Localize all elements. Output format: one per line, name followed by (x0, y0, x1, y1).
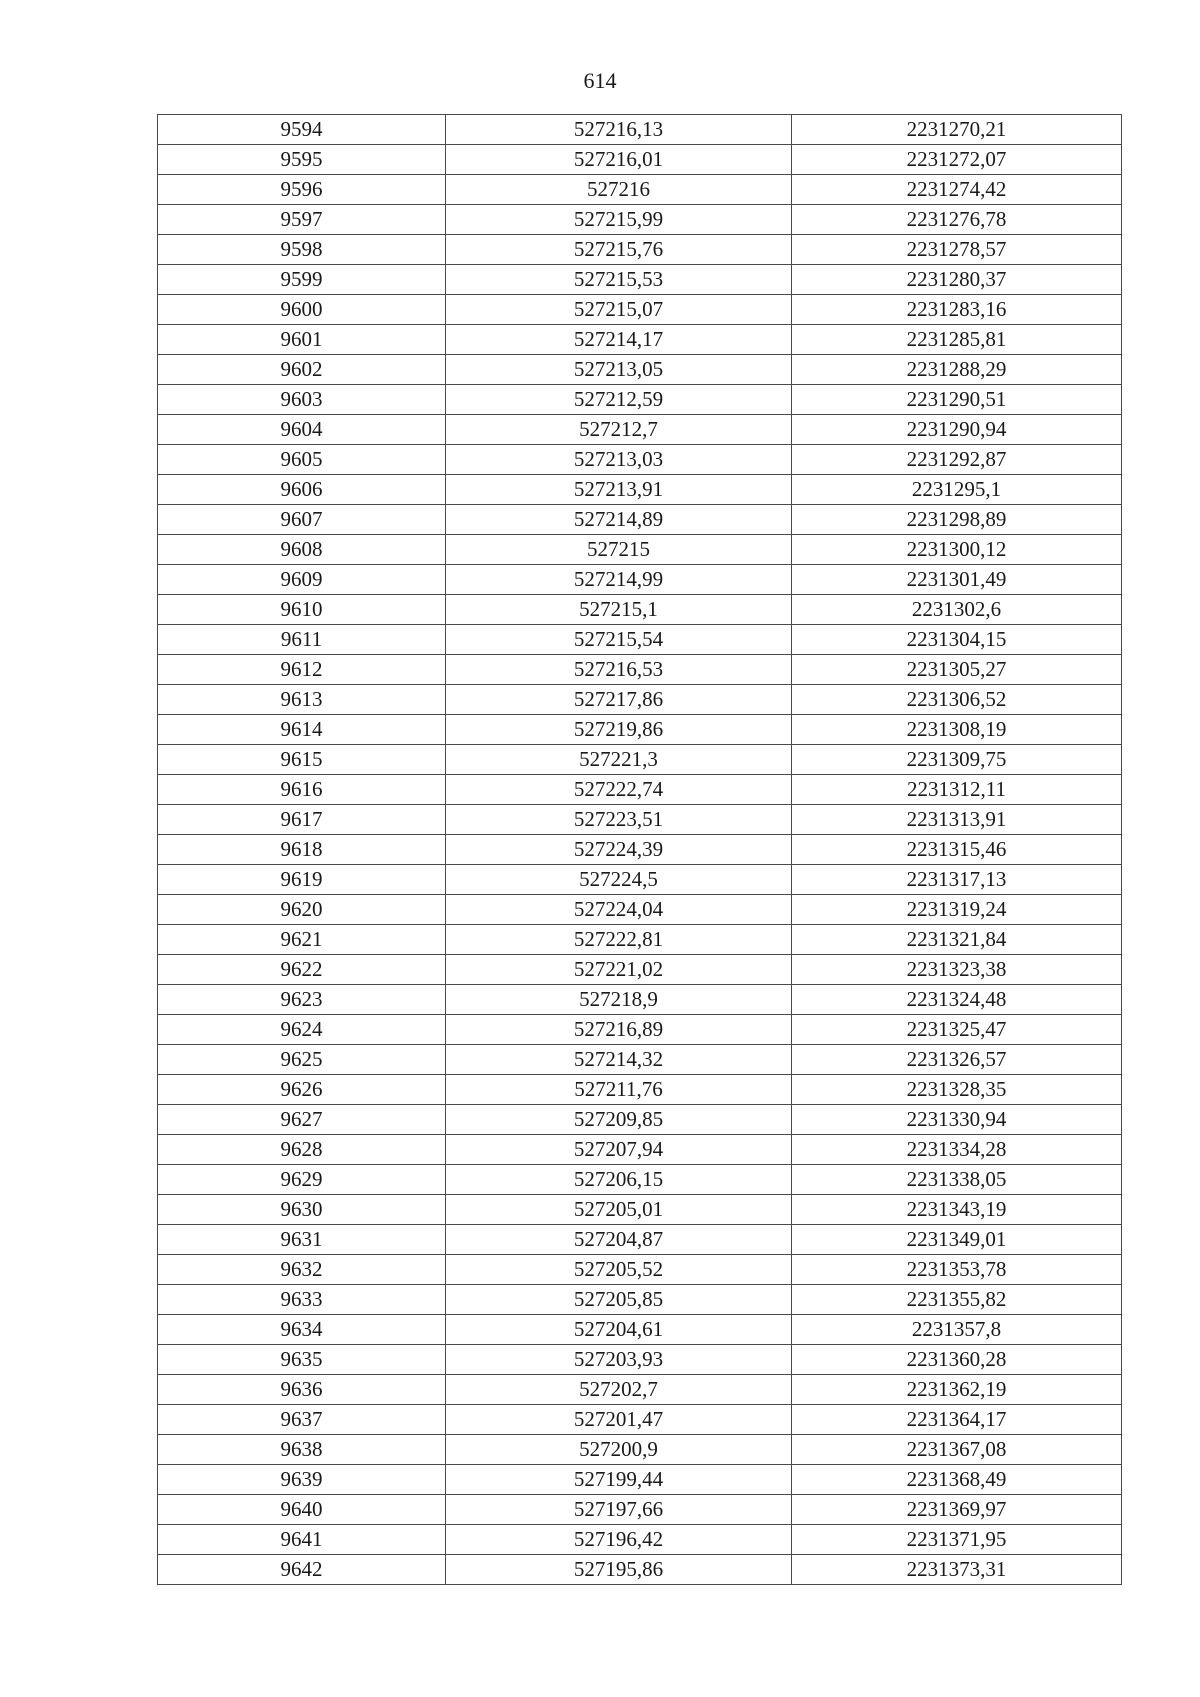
point-number-cell: 9620 (158, 895, 446, 925)
point-number-cell: 9597 (158, 205, 446, 235)
table-row (158, 955, 1122, 985)
table-row (158, 265, 1122, 295)
y-coordinate-cell: 2231349,01 (792, 1225, 1122, 1255)
y-coordinate-cell: 2231313,91 (792, 805, 1122, 835)
point-number-cell: 9605 (158, 445, 446, 475)
y-coordinate-cell: 2231355,82 (792, 1285, 1122, 1315)
y-coordinate-cell: 2231334,28 (792, 1135, 1122, 1165)
point-number-cell: 9610 (158, 595, 446, 625)
table-row (158, 415, 1122, 445)
y-coordinate-cell: 2231292,87 (792, 445, 1122, 475)
y-coordinate-cell: 2231308,19 (792, 715, 1122, 745)
point-number-cell: 9638 (158, 1435, 446, 1465)
point-number-cell: 9599 (158, 265, 446, 295)
point-number-cell: 9596 (158, 175, 446, 205)
table-row (158, 1135, 1122, 1165)
x-coordinate-cell: 527216,01 (446, 145, 792, 175)
x-coordinate-cell: 527204,61 (446, 1315, 792, 1345)
table-row (158, 1435, 1122, 1465)
table-row (158, 1525, 1122, 1555)
y-coordinate-cell: 2231364,17 (792, 1405, 1122, 1435)
table-row (158, 325, 1122, 355)
x-coordinate-cell: 527218,9 (446, 985, 792, 1015)
x-coordinate-cell: 527201,47 (446, 1405, 792, 1435)
y-coordinate-cell: 2231280,37 (792, 265, 1122, 295)
table-row (158, 805, 1122, 835)
table-row (158, 985, 1122, 1015)
table-row (158, 835, 1122, 865)
y-coordinate-cell: 2231330,94 (792, 1105, 1122, 1135)
point-number-cell: 9621 (158, 925, 446, 955)
y-coordinate-cell: 2231338,05 (792, 1165, 1122, 1195)
y-coordinate-cell: 2231373,31 (792, 1555, 1122, 1585)
point-number-cell: 9613 (158, 685, 446, 715)
point-number-cell: 9602 (158, 355, 446, 385)
x-coordinate-cell: 527215,54 (446, 625, 792, 655)
x-coordinate-cell: 527216,89 (446, 1015, 792, 1045)
point-number-cell: 9636 (158, 1375, 446, 1405)
table-row (158, 1225, 1122, 1255)
y-coordinate-cell: 2231300,12 (792, 535, 1122, 565)
table-row (158, 1165, 1122, 1195)
y-coordinate-cell: 2231369,97 (792, 1495, 1122, 1525)
point-number-cell: 9642 (158, 1555, 446, 1585)
table-row (158, 1405, 1122, 1435)
x-coordinate-cell: 527215,99 (446, 205, 792, 235)
table-row (158, 1255, 1122, 1285)
x-coordinate-cell: 527222,81 (446, 925, 792, 955)
y-coordinate-cell: 2231323,38 (792, 955, 1122, 985)
point-number-cell: 9624 (158, 1015, 446, 1045)
table-row (158, 475, 1122, 505)
point-number-cell: 9598 (158, 235, 446, 265)
table-row (158, 295, 1122, 325)
x-coordinate-cell: 527204,87 (446, 1225, 792, 1255)
point-number-cell: 9639 (158, 1465, 446, 1495)
y-coordinate-cell: 2231302,6 (792, 595, 1122, 625)
table-row (158, 565, 1122, 595)
x-coordinate-cell: 527205,01 (446, 1195, 792, 1225)
y-coordinate-cell: 2231288,29 (792, 355, 1122, 385)
x-coordinate-cell: 527221,02 (446, 955, 792, 985)
y-coordinate-cell: 2231321,84 (792, 925, 1122, 955)
y-coordinate-cell: 2231304,15 (792, 625, 1122, 655)
table-row (158, 235, 1122, 265)
x-coordinate-cell: 527213,91 (446, 475, 792, 505)
table-row (158, 745, 1122, 775)
y-coordinate-cell: 2231343,19 (792, 1195, 1122, 1225)
table-row (158, 1375, 1122, 1405)
x-coordinate-cell: 527205,85 (446, 1285, 792, 1315)
y-coordinate-cell: 2231305,27 (792, 655, 1122, 685)
table-row (158, 355, 1122, 385)
point-number-cell: 9628 (158, 1135, 446, 1165)
table-row (158, 1465, 1122, 1495)
x-coordinate-cell: 527211,76 (446, 1075, 792, 1105)
table-row (158, 115, 1122, 145)
table-row (158, 1555, 1122, 1585)
x-coordinate-cell: 527213,05 (446, 355, 792, 385)
point-number-cell: 9623 (158, 985, 446, 1015)
point-number-cell: 9640 (158, 1495, 446, 1525)
point-number-cell: 9641 (158, 1525, 446, 1555)
table-row (158, 685, 1122, 715)
page-number: 614 (583, 68, 617, 93)
y-coordinate-cell: 2231278,57 (792, 235, 1122, 265)
point-number-cell: 9618 (158, 835, 446, 865)
y-coordinate-cell: 2231306,52 (792, 685, 1122, 715)
x-coordinate-cell: 527222,74 (446, 775, 792, 805)
x-coordinate-cell: 527214,17 (446, 325, 792, 355)
point-number-cell: 9608 (158, 535, 446, 565)
x-coordinate-cell: 527215,07 (446, 295, 792, 325)
y-coordinate-cell: 2231272,07 (792, 145, 1122, 175)
point-number-cell: 9595 (158, 145, 446, 175)
point-number-cell: 9601 (158, 325, 446, 355)
point-number-cell: 9612 (158, 655, 446, 685)
y-coordinate-cell: 2231301,49 (792, 565, 1122, 595)
point-number-cell: 9631 (158, 1225, 446, 1255)
point-number-cell: 9629 (158, 1165, 446, 1195)
x-coordinate-cell: 527215,53 (446, 265, 792, 295)
x-coordinate-cell: 527207,94 (446, 1135, 792, 1165)
point-number-cell: 9604 (158, 415, 446, 445)
point-number-cell: 9625 (158, 1045, 446, 1075)
table-row (158, 655, 1122, 685)
table-row (158, 385, 1122, 415)
table-row (158, 175, 1122, 205)
x-coordinate-cell: 527205,52 (446, 1255, 792, 1285)
table-row (158, 1045, 1122, 1075)
y-coordinate-cell: 2231276,78 (792, 205, 1122, 235)
y-coordinate-cell: 2231328,35 (792, 1075, 1122, 1105)
point-number-cell: 9619 (158, 865, 446, 895)
x-coordinate-cell: 527216,13 (446, 115, 792, 145)
table-row (158, 1345, 1122, 1375)
x-coordinate-cell: 527196,42 (446, 1525, 792, 1555)
y-coordinate-cell: 2231325,47 (792, 1015, 1122, 1045)
x-coordinate-cell: 527223,51 (446, 805, 792, 835)
coordinates-table-body (158, 115, 1122, 1585)
y-coordinate-cell: 2231353,78 (792, 1255, 1122, 1285)
point-number-cell: 9637 (158, 1405, 446, 1435)
y-coordinate-cell: 2231371,95 (792, 1525, 1122, 1555)
table-row (158, 205, 1122, 235)
point-number-cell: 9603 (158, 385, 446, 415)
point-number-cell: 9615 (158, 745, 446, 775)
x-coordinate-cell: 527219,86 (446, 715, 792, 745)
x-coordinate-cell: 527213,03 (446, 445, 792, 475)
x-coordinate-cell: 527200,9 (446, 1435, 792, 1465)
table-row (158, 535, 1122, 565)
table-row (158, 1315, 1122, 1345)
y-coordinate-cell: 2231360,28 (792, 1345, 1122, 1375)
x-coordinate-cell: 527203,93 (446, 1345, 792, 1375)
table-row (158, 715, 1122, 745)
point-number-cell: 9611 (158, 625, 446, 655)
point-number-cell: 9627 (158, 1105, 446, 1135)
x-coordinate-cell: 527216 (446, 175, 792, 205)
y-coordinate-cell: 2231315,46 (792, 835, 1122, 865)
x-coordinate-cell: 527215 (446, 535, 792, 565)
y-coordinate-cell: 2231274,42 (792, 175, 1122, 205)
y-coordinate-cell: 2231295,1 (792, 475, 1122, 505)
table-row (158, 1495, 1122, 1525)
y-coordinate-cell: 2231367,08 (792, 1435, 1122, 1465)
x-coordinate-cell: 527215,1 (446, 595, 792, 625)
point-number-cell: 9606 (158, 475, 446, 505)
point-number-cell: 9622 (158, 955, 446, 985)
x-coordinate-cell: 527224,39 (446, 835, 792, 865)
x-coordinate-cell: 527217,86 (446, 685, 792, 715)
y-coordinate-cell: 2231368,49 (792, 1465, 1122, 1495)
x-coordinate-cell: 527214,32 (446, 1045, 792, 1075)
table-row (158, 1195, 1122, 1225)
table-row (158, 1285, 1122, 1315)
y-coordinate-cell: 2231298,89 (792, 505, 1122, 535)
table-row (158, 145, 1122, 175)
table-row (158, 895, 1122, 925)
table-row (158, 1075, 1122, 1105)
y-coordinate-cell: 2231326,57 (792, 1045, 1122, 1075)
y-coordinate-cell: 2231309,75 (792, 745, 1122, 775)
y-coordinate-cell: 2231290,51 (792, 385, 1122, 415)
x-coordinate-cell: 527214,89 (446, 505, 792, 535)
point-number-cell: 9594 (158, 115, 446, 145)
y-coordinate-cell: 2231362,19 (792, 1375, 1122, 1405)
x-coordinate-cell: 527199,44 (446, 1465, 792, 1495)
point-number-cell: 9634 (158, 1315, 446, 1345)
point-number-cell: 9632 (158, 1255, 446, 1285)
point-number-cell: 9600 (158, 295, 446, 325)
y-coordinate-cell: 2231312,11 (792, 775, 1122, 805)
y-coordinate-cell: 2231319,24 (792, 895, 1122, 925)
point-number-cell: 9635 (158, 1345, 446, 1375)
table-row (158, 445, 1122, 475)
point-number-cell: 9614 (158, 715, 446, 745)
table-row (158, 775, 1122, 805)
x-coordinate-cell: 527221,3 (446, 745, 792, 775)
table-row (158, 625, 1122, 655)
table-row (158, 1105, 1122, 1135)
x-coordinate-cell: 527214,99 (446, 565, 792, 595)
y-coordinate-cell: 2231270,21 (792, 115, 1122, 145)
x-coordinate-cell: 527202,7 (446, 1375, 792, 1405)
coordinates-table (157, 114, 1122, 1585)
point-number-cell: 9616 (158, 775, 446, 805)
table-row (158, 505, 1122, 535)
y-coordinate-cell: 2231317,13 (792, 865, 1122, 895)
point-number-cell: 9630 (158, 1195, 446, 1225)
x-coordinate-cell: 527224,5 (446, 865, 792, 895)
x-coordinate-cell: 527206,15 (446, 1165, 792, 1195)
point-number-cell: 9626 (158, 1075, 446, 1105)
table-row (158, 595, 1122, 625)
y-coordinate-cell: 2231357,8 (792, 1315, 1122, 1345)
x-coordinate-cell: 527209,85 (446, 1105, 792, 1135)
point-number-cell: 9607 (158, 505, 446, 535)
y-coordinate-cell: 2231290,94 (792, 415, 1122, 445)
y-coordinate-cell: 2231324,48 (792, 985, 1122, 1015)
y-coordinate-cell: 2231285,81 (792, 325, 1122, 355)
x-coordinate-cell: 527215,76 (446, 235, 792, 265)
point-number-cell: 9617 (158, 805, 446, 835)
x-coordinate-cell: 527195,86 (446, 1555, 792, 1585)
x-coordinate-cell: 527197,66 (446, 1495, 792, 1525)
point-number-cell: 9609 (158, 565, 446, 595)
y-coordinate-cell: 2231283,16 (792, 295, 1122, 325)
table-row (158, 1015, 1122, 1045)
x-coordinate-cell: 527212,59 (446, 385, 792, 415)
x-coordinate-cell: 527216,53 (446, 655, 792, 685)
x-coordinate-cell: 527224,04 (446, 895, 792, 925)
x-coordinate-cell: 527212,7 (446, 415, 792, 445)
table-row (158, 925, 1122, 955)
point-number-cell: 9633 (158, 1285, 446, 1315)
table-row (158, 865, 1122, 895)
